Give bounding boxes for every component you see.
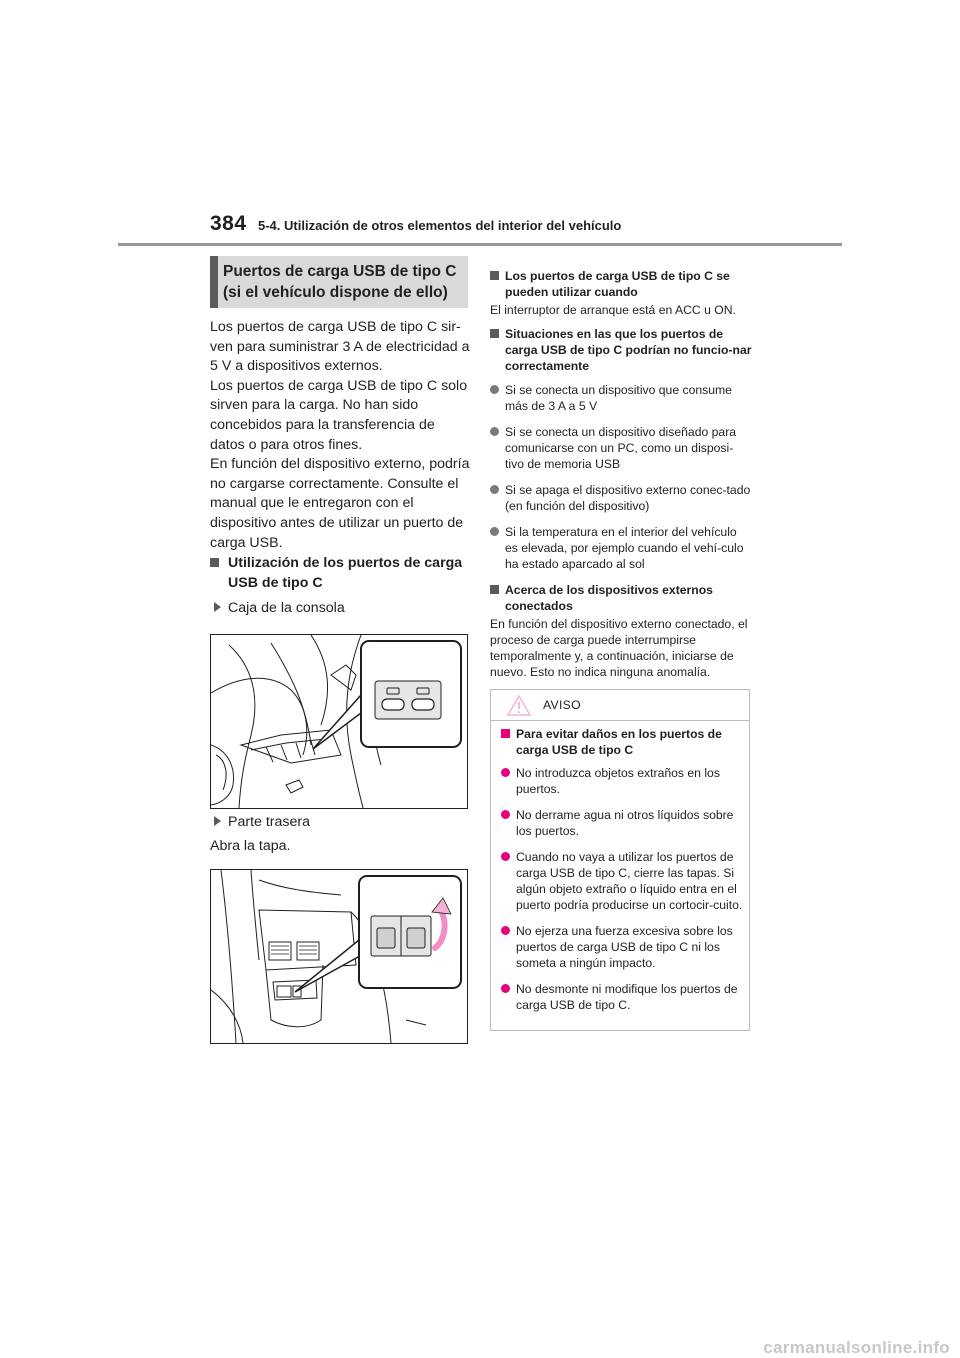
round-bullet-icon	[490, 485, 499, 494]
console-label-text: Caja de la consola	[228, 600, 345, 616]
intro-text	[210, 318, 472, 553]
intro-paragraph-3: En función del dispositivo externo, podría no cargarse correctamente. Consulte el manual que le entregaron con el dispositivo antes de utilizar un puerto de carga USB.	[210, 456, 470, 551]
bullet-text: Si la temperatura en el interior del vehículo es elevada, por ejemplo cuando el vehí-culo ha estado aparcado al sol	[505, 525, 744, 571]
note-text-devices: En función del dispositivo externo conectado, el proceso de carga puede interrumpirse temporalmente y, a continuación, iniciarse de nuevo. Esto no indica ninguna anomalía.	[490, 617, 748, 679]
round-bullet-icon	[501, 810, 510, 819]
console-illustration	[210, 634, 468, 809]
round-bullet-icon	[501, 852, 510, 861]
square-bullet-icon	[490, 585, 499, 594]
round-bullet-icon	[501, 984, 510, 993]
rear-drawing	[211, 870, 467, 1043]
square-bullet-icon	[210, 558, 219, 567]
warning-header	[491, 690, 749, 721]
section-title-line2: (si el vehículo dispone de ello)	[223, 284, 448, 301]
warning-body	[501, 726, 743, 1013]
note-heading-text: Los puertos de carga USB de tipo C se pueden utilizar cuando	[505, 269, 730, 299]
arrow-right-icon	[214, 816, 221, 826]
square-bullet-icon	[490, 329, 499, 338]
bullet-text: No derrame agua ni otros líquidos sobre los puertos.	[516, 808, 734, 838]
warning-triangle-icon	[507, 695, 531, 716]
console-label	[214, 600, 345, 616]
section-title-bar	[210, 256, 218, 308]
bullet-text: No ejerza una fuerza excesiva sobre los puertos de carga USB de tipo C ni los someta a ningún impacto.	[516, 924, 733, 970]
section-title-line1: Puertos de carga USB de tipo C	[223, 263, 457, 280]
bullet-text: No introduzca objetos extraños en los puertos.	[516, 766, 720, 796]
console-drawing	[211, 635, 467, 808]
rear-illustration	[210, 869, 468, 1044]
section-title-box	[210, 256, 468, 308]
malfunction-item	[490, 482, 752, 514]
bullet-text: Si se conecta un dispositivo que consume más de 3 A a 5 V	[505, 383, 732, 413]
note-text-when-usable: El interruptor de arranque está en ACC u ON.	[490, 303, 736, 317]
warning-heading	[501, 726, 743, 758]
note-heading-text: Acerca de los dispositivos externos conectados	[505, 583, 713, 613]
note-heading-text: Situaciones en las que los puertos de carga USB de tipo C podrían no funcio-nar correctamente	[505, 327, 752, 373]
section-title	[223, 261, 467, 303]
intro-paragraph-2: Los puertos de carga USB de tipo C solo sirven para la carga. No han sido concebidos para la transferencia de datos o para otros fines.	[210, 377, 468, 453]
round-bullet-icon	[501, 768, 510, 777]
bullet-text: Si se apaga el dispositivo externo conec-tado (en función del dispositivo)	[505, 483, 751, 513]
warning-heading-text: Para evitar daños en los puertos de carga USB de tipo C	[516, 727, 722, 757]
notes-column	[490, 268, 752, 680]
rear-label	[214, 814, 310, 830]
round-bullet-icon	[501, 926, 510, 935]
warning-label: AVISO	[543, 698, 581, 712]
warning-item	[501, 807, 743, 839]
square-bullet-icon	[501, 729, 510, 738]
note-heading-malfunction	[490, 326, 752, 374]
malfunction-item	[490, 382, 752, 414]
warning-item	[501, 923, 743, 971]
round-bullet-icon	[490, 385, 499, 394]
round-bullet-icon	[490, 427, 499, 436]
arrow-right-icon	[214, 602, 221, 612]
warning-item	[501, 981, 743, 1013]
square-bullet-icon	[490, 271, 499, 280]
warning-item	[501, 849, 743, 913]
malfunction-item	[490, 524, 752, 572]
malfunction-item	[490, 424, 752, 472]
note-heading-devices	[490, 582, 752, 614]
bullet-text: Si se conecta un dispositivo diseñado para comunicarse con un PC, como un disposi-tivo de memoria USB	[505, 425, 737, 471]
round-bullet-icon	[490, 527, 499, 536]
header-divider	[118, 243, 842, 246]
usage-heading-text: Utilización de los puertos de carga USB de tipo C	[228, 555, 463, 591]
rear-instruction: Abra la tapa.	[210, 838, 291, 854]
bullet-text: Cuando no vaya a utilizar los puertos de carga USB de tipo C, cierre las tapas. Si algún objeto extraño o líquido entra en el puerto podría producirse un cortocir-cuito.	[516, 850, 743, 912]
rear-label-text: Parte trasera	[228, 814, 311, 830]
page-number: 384	[210, 212, 247, 235]
bullet-text: No desmonte ni modifique los puertos de carga USB de tipo C.	[516, 982, 738, 1012]
usage-heading	[210, 553, 470, 593]
note-heading-when-usable	[490, 268, 752, 300]
warning-item	[501, 765, 743, 797]
chapter-title: 5-4. Utilización de otros elementos del interior del vehículo	[258, 218, 622, 233]
warning-box	[490, 689, 750, 1031]
intro-paragraph-1: Los puertos de carga USB de tipo C sir-ven para suministrar 3 A de electricidad a 5 V a dispositivos externos.	[210, 319, 470, 375]
watermark-link[interactable]: carmanualsonline.info	[763, 1338, 950, 1357]
